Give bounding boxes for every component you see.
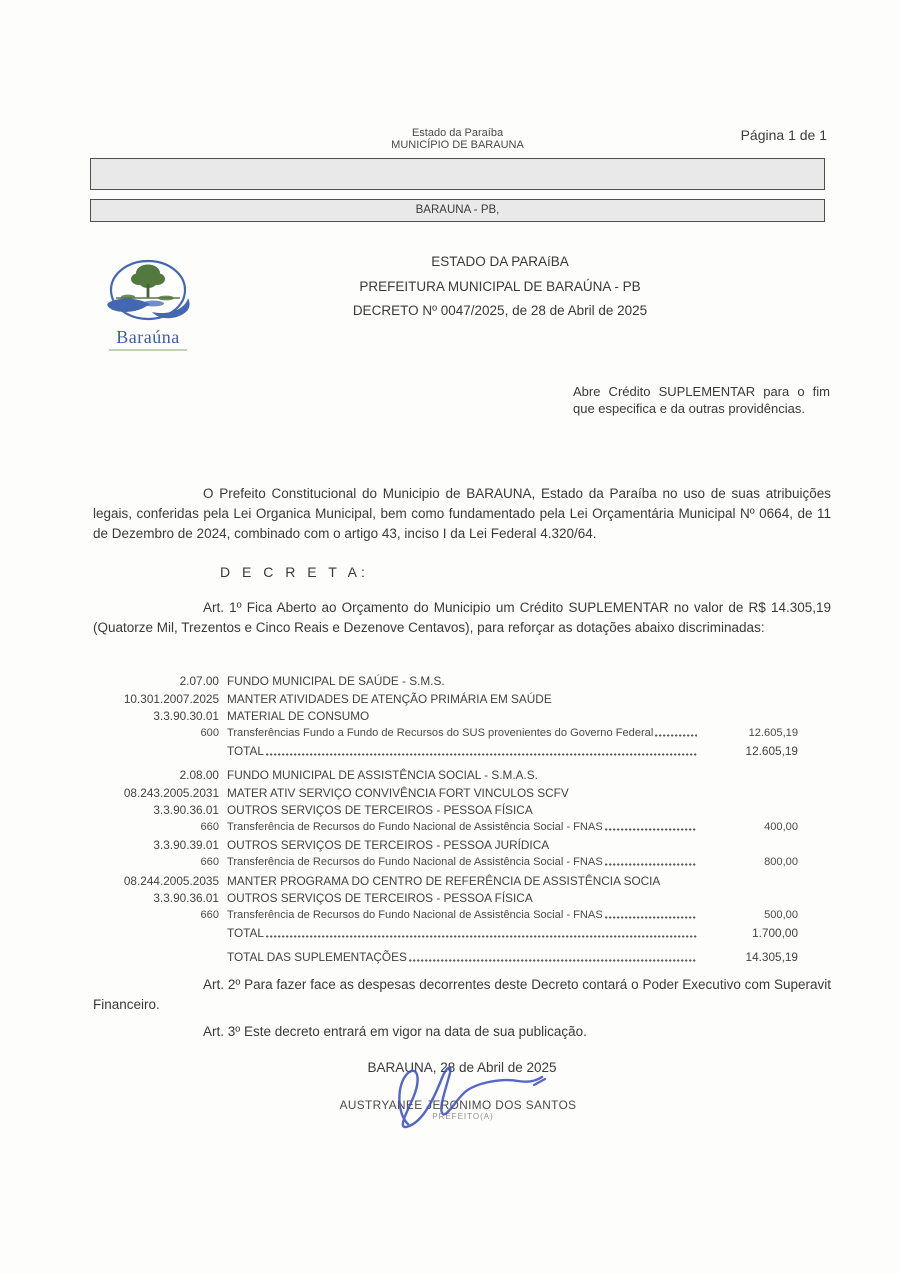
row-value: 14.305,19 (745, 949, 798, 964)
row-description-text: MATER ATIV SERVIÇO CONVIVÊNCIA FORT VINCULOS SCFV (227, 785, 569, 800)
row-code: 3.3.90.36.01 (153, 803, 219, 818)
row-description-text: OUTROS SERVIÇOS DE TERCEIROS - PESSOA JURÍDICA (227, 838, 550, 853)
scan-header-state: Estado da Paraíba (411, 127, 504, 139)
table-row (93, 709, 798, 727)
dot-leader (605, 910, 697, 920)
row-code: 660 (200, 820, 219, 833)
row-value: 12.605,19 (745, 744, 798, 759)
row-value: 400,00 (764, 820, 798, 833)
dot-leader (409, 953, 697, 963)
row-description (227, 692, 700, 706)
article-3: Art. 3º Este decreto entrará em vigor na data de sua publicação. (203, 1024, 587, 1039)
row-description (227, 674, 700, 688)
table-row (93, 803, 798, 821)
row-description (227, 909, 700, 921)
row-description (227, 874, 700, 888)
dot-leader (655, 728, 697, 738)
table-row (93, 950, 798, 968)
row-description (227, 821, 700, 833)
table-row (93, 821, 798, 839)
row-description (227, 891, 700, 905)
decree-epigraph: Abre Crédito SUPLEMENTAR para o fim que especifica e da outras providências. (573, 384, 830, 416)
article-1: Art. 1º Fica Aberto ao Orçamento do Municipio um Crédito SUPLEMENTAR no valor de R$ 14.305,19 (Quatorze Mil, Trezentos e Cinco Reais e Dezenove Centavos), para reforçar as dotações abaixo discriminadas: (93, 600, 831, 635)
row-description-text: Transferência de Recursos do Fundo Nacional de Assistência Social - FNAS (227, 820, 603, 833)
page-number: Página 1 de 1 (740, 127, 827, 143)
table-row (93, 891, 798, 909)
table-row (93, 692, 798, 710)
row-description-text: TOTAL DAS SUPLEMENTAÇÕES (227, 949, 407, 964)
row-description (227, 926, 700, 940)
row-description-text: MATERIAL DE CONSUMO (227, 709, 370, 724)
budget-table (93, 674, 798, 968)
row-description-text: OUTROS SERVIÇOS DE TERCEIROS - PESSOA FÍSICA (227, 803, 533, 818)
row-description (227, 744, 700, 758)
row-description-text: TOTAL (227, 744, 264, 759)
header-box-empty (90, 158, 825, 190)
dateline: BARAUNA, 28 de Abril de 2025 (367, 1060, 557, 1075)
row-code: 660 (200, 855, 219, 868)
decreta-heading: D E C R E T A: (220, 564, 369, 580)
row-code: 600 (200, 726, 219, 739)
table-row (93, 786, 798, 804)
title-prefecture: PREFEITURA MUNICIPAL DE BARAÚNA - PB (359, 278, 641, 294)
row-description-text: TOTAL (227, 926, 264, 941)
row-description-text: Transferência de Recursos do Fundo Nacional de Assistência Social - FNAS (227, 855, 603, 868)
row-description-text: Transferência de Recursos do Fundo Nacional de Assistência Social - FNAS (227, 908, 603, 921)
row-value: 500,00 (764, 908, 798, 921)
row-code: 08.244.2005.2035 (123, 873, 219, 888)
document-title-block (170, 250, 830, 324)
row-code: 08.243.2005.2031 (123, 785, 219, 800)
row-description (227, 856, 700, 868)
row-code: 3.3.90.30.01 (153, 709, 219, 724)
row-description-text: Transferências Fundo a Fundo de Recursos do SUS provenientes do Governo Federal (227, 726, 654, 739)
row-code: 2.08.00 (179, 767, 219, 782)
row-code: 10.301.2007.2025 (123, 691, 219, 706)
row-value: 1.700,00 (752, 926, 798, 941)
signatory-role: PREFEITO(A) (432, 1112, 494, 1121)
row-description (227, 727, 700, 739)
table-row (93, 874, 798, 892)
title-decree-number: DECRETO Nº 0047/2025, de 28 de Abril de 2025 (352, 303, 648, 318)
row-description-text: FUNDO MUNICIPAL DE ASSISTÊNCIA SOCIAL - S.M.A.S. (227, 767, 538, 782)
row-code: 660 (200, 908, 219, 921)
table-row (93, 768, 798, 786)
header-box-city: BARAUNA - PB, (90, 199, 825, 222)
row-description-text: MANTER ATIVIDADES DE ATENÇÃO PRIMÁRIA EM SAÚDE (227, 691, 552, 706)
scan-header (90, 128, 825, 151)
article-2: Art. 2º Para fazer face as despesas decorrentes deste Decreto contará o Poder Executivo com Superavit Financeiro. (93, 977, 831, 1012)
table-row (93, 909, 798, 927)
row-description-text: OUTROS SERVIÇOS DE TERCEIROS - PESSOA FÍSICA (227, 891, 533, 906)
row-description (227, 950, 700, 964)
title-state: ESTADO DA PARAíBA (431, 254, 569, 269)
row-code: 3.3.90.36.01 (153, 891, 219, 906)
logo-wordmark: Baraúna (116, 327, 180, 347)
handwritten-signature (388, 1062, 568, 1137)
row-description-text: MANTER PROGRAMA DO CENTRO DE REFERÊNCIA DE ASSISTÊNCIA SOCIA (227, 873, 661, 888)
row-description-text: FUNDO MUNICIPAL DE SAÚDE - S.M.S. (227, 674, 445, 688)
row-description (227, 786, 700, 800)
logo-subline (109, 349, 187, 351)
signatory-name: AUSTRYANEE JERONIMO DOS SANTOS (339, 1098, 577, 1112)
table-row (93, 838, 798, 856)
table-row (93, 856, 798, 874)
table-row (93, 674, 798, 692)
table-row (93, 926, 798, 944)
dot-leader (266, 747, 697, 757)
row-code: 2.07.00 (179, 674, 219, 688)
dot-leader (605, 857, 697, 867)
table-row (93, 727, 798, 745)
row-value: 12.605,19 (748, 726, 798, 739)
table-row (93, 744, 798, 762)
row-description (227, 709, 700, 723)
row-code: 3.3.90.39.01 (153, 838, 219, 853)
row-description (227, 803, 700, 817)
scan-header-municipality: MUNICÍPIO DE BARAUNA (391, 138, 524, 151)
decree-preamble: O Prefeito Constitucional do Municipio de BARAUNA, Estado da Paraíba no uso de suas atribuições legais, conferidas pela Lei Organica Municipal, bem como fundamentado pela Lei Orçamentária Municipal Nº 0664, de 11 de Dezembro de 2024, combinado com o artigo 43, inciso I da Lei Federal 4.320/64. (93, 486, 831, 541)
row-description (227, 838, 700, 852)
row-value: 800,00 (764, 855, 798, 868)
dot-leader (266, 929, 697, 939)
dot-leader (605, 822, 697, 832)
row-description (227, 768, 700, 782)
